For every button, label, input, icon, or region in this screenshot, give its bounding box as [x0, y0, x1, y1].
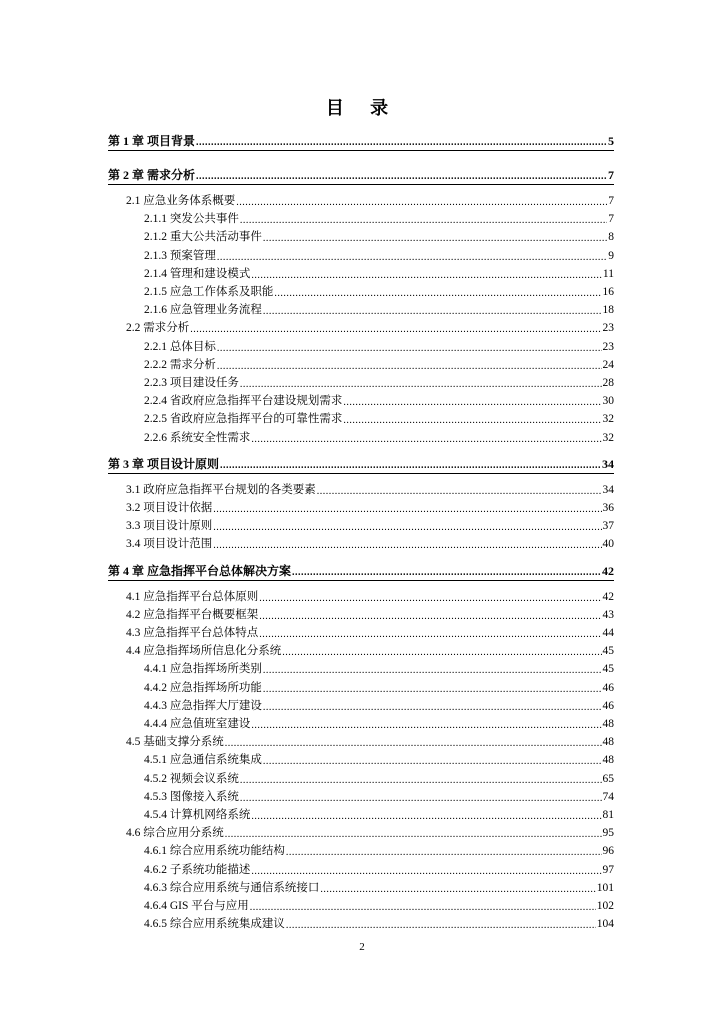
toc-subsection-entry[interactable]	[144, 898, 614, 914]
toc-subsection-entry[interactable]	[144, 771, 614, 787]
toc-subsection-entry[interactable]	[144, 430, 614, 446]
toc-entry-page: 24	[602, 358, 614, 371]
toc-entry-page: 42	[602, 563, 614, 578]
toc-section-entry[interactable]	[126, 643, 614, 659]
toc-leader-dots	[263, 752, 602, 768]
toc-entry-label: 3.2 项目设计依据	[126, 502, 213, 514]
toc-leader-dots	[286, 843, 602, 859]
toc-subsection-entry[interactable]	[144, 248, 614, 264]
toc-section-entry[interactable]	[126, 625, 614, 641]
toc-entry-label: 2.1.2 重大公共活动事件	[144, 231, 262, 244]
toc-entry-label: 第 1 章 项目背景	[108, 134, 196, 148]
toc-entry-page: 36	[602, 502, 614, 514]
toc-entry-label: 2.2.3 项目建设任务	[144, 377, 239, 389]
toc-leader-dots	[225, 734, 602, 750]
toc-section-entry[interactable]	[126, 500, 614, 516]
toc-entry-label: 2.2.2 需求分析	[144, 358, 216, 371]
toc-entry-label: 4.6.4 GIS 平台与应用	[144, 900, 249, 912]
chapter-divider	[108, 580, 614, 581]
toc-subsection-entry[interactable]	[144, 284, 614, 300]
toc-leader-dots	[217, 357, 602, 373]
toc-entry-page: 34	[602, 456, 614, 471]
toc-chapter-entry[interactable]	[108, 456, 614, 472]
chapter-divider	[108, 184, 614, 185]
toc-entry-label: 4.6.2 子系统功能描述	[144, 863, 251, 876]
toc-subsection-entry[interactable]	[144, 357, 614, 373]
toc-leader-dots	[196, 167, 607, 183]
toc-entry-page: 9	[608, 249, 614, 262]
chapter-divider	[108, 473, 614, 474]
toc-leader-dots	[259, 589, 601, 605]
toc-entry-page: 45	[602, 663, 614, 676]
toc-leader-dots	[251, 716, 601, 732]
toc-entry-label: 4.4 应急指挥场所信息化分系统	[126, 645, 282, 658]
toc-entry-page: 95	[602, 827, 614, 840]
toc-subsection-entry[interactable]	[144, 698, 614, 714]
toc-entry-label: 4.6 综合应用分系统	[126, 827, 224, 840]
toc-entry-page: 32	[602, 413, 614, 426]
toc-leader-dots	[217, 339, 602, 355]
toc-entry-label: 2.1.1 突发公共事件	[144, 213, 239, 226]
toc-entry-label: 2.2.4 省政府应急指挥平台建设规划需求	[144, 395, 343, 408]
toc-leader-dots	[263, 661, 602, 677]
toc-section-entry[interactable]	[126, 320, 614, 336]
toc-subsection-entry[interactable]	[144, 789, 614, 805]
toc-subsection-entry[interactable]	[144, 211, 614, 227]
toc-entry-page: 40	[602, 538, 614, 551]
toc-entry-page: 65	[602, 772, 614, 785]
toc-entry-page: 30	[602, 395, 614, 408]
toc-entry-page: 96	[602, 845, 614, 858]
toc-leader-dots	[259, 607, 601, 623]
toc-leader-dots	[263, 680, 602, 696]
toc-leader-dots	[317, 482, 602, 498]
toc-leader-dots	[213, 518, 601, 534]
toc-entry-page: 8	[608, 231, 614, 244]
toc-entry-page: 101	[596, 881, 614, 894]
toc-entry-label: 第 4 章 应急指挥平台总体解决方案	[108, 563, 292, 578]
toc-leader-dots	[240, 211, 607, 227]
toc-leader-dots	[196, 133, 607, 149]
toc-entry-label: 4.4.3 应急指挥大厅建设	[144, 699, 262, 712]
toc-entry-label: 4.1 应急指挥平台总体原则	[126, 590, 259, 603]
toc-entry-page: 48	[602, 736, 614, 749]
toc-subsection-entry[interactable]	[144, 229, 614, 245]
toc-subsection-entry[interactable]	[144, 862, 614, 878]
toc-subsection-entry[interactable]	[144, 680, 614, 696]
toc-entry-page: 74	[602, 790, 614, 803]
toc-leader-dots	[251, 862, 601, 878]
toc-leader-dots	[236, 193, 607, 209]
toc-entry-page: 18	[602, 304, 614, 317]
toc-entry-label: 4.5 基础支撑分系统	[126, 736, 224, 749]
toc-entry-label: 4.2 应急指挥平台概要框架	[126, 608, 259, 621]
toc-leader-dots	[250, 898, 596, 914]
toc-entry-label: 3.4 项目设计范围	[126, 538, 213, 551]
toc-leader-dots	[240, 375, 602, 391]
toc-entry-page: 5	[608, 134, 614, 148]
toc-entry-label: 4.6.1 综合应用系统功能结构	[144, 845, 285, 858]
toc-leader-dots	[220, 456, 601, 472]
toc-entry-label: 4.4.1 应急指挥场所类别	[144, 663, 262, 676]
toc-entry-page: 45	[602, 645, 614, 658]
toc-subsection-entry[interactable]	[144, 661, 614, 677]
toc-subsection-entry[interactable]	[144, 843, 614, 859]
toc-entry-label: 4.5.2 视频会议系统	[144, 772, 239, 785]
toc-entry-page: 23	[602, 340, 614, 353]
toc-leader-dots	[240, 771, 602, 787]
toc-entry-label: 4.4.2 应急指挥场所功能	[144, 681, 262, 694]
toc-entry-page: 81	[602, 809, 614, 821]
toc-entry-page: 16	[602, 286, 614, 298]
toc-entry-page: 97	[602, 863, 614, 876]
toc-chapter-entry[interactable]	[108, 167, 614, 183]
toc-entry-page: 48	[602, 754, 614, 767]
toc-leader-dots	[292, 563, 601, 579]
toc-entry-page: 43	[602, 608, 614, 621]
page-number: 2	[359, 941, 365, 953]
toc-entry-page: 46	[602, 681, 614, 694]
toc-entry-label: 4.5.4 计算机网络系统	[144, 809, 251, 821]
chapter-divider	[108, 150, 614, 151]
toc-section-entry[interactable]	[126, 589, 614, 605]
toc-subsection-entry[interactable]	[144, 411, 614, 427]
toc-entry-label: 3.3 项目设计原则	[126, 520, 213, 533]
toc-leader-dots	[286, 916, 596, 932]
toc-subsection-entry[interactable]	[144, 752, 614, 768]
toc-entry-label: 2.2 需求分析	[126, 322, 190, 335]
toc-leader-dots	[213, 536, 601, 552]
toc-entry-page: 7	[608, 213, 614, 226]
toc-subsection-entry[interactable]	[144, 302, 614, 318]
toc-entry-label: 2.1.5 应急工作体系及职能	[144, 286, 274, 298]
toc-entry-label: 4.6.3 综合应用系统与通信系统接口	[144, 881, 320, 894]
toc-entry-label: 4.3 应急指挥平台总体特点	[126, 627, 259, 639]
toc-leader-dots	[251, 430, 601, 446]
toc-section-entry[interactable]	[126, 536, 614, 552]
toc-subsection-entry[interactable]	[144, 807, 614, 823]
toc-leader-dots	[282, 643, 601, 659]
toc-leader-dots	[251, 266, 602, 282]
toc-leader-dots	[259, 625, 601, 641]
toc-leader-dots	[263, 302, 602, 318]
toc-entry-label: 4.4.4 应急值班室建设	[144, 718, 251, 730]
toc-section-entry[interactable]	[126, 518, 614, 534]
toc-entry-page: 7	[608, 168, 614, 182]
toc-section-entry[interactable]	[126, 825, 614, 841]
toc-entry-page: 42	[602, 590, 614, 603]
toc-entry-page: 34	[602, 483, 614, 496]
toc-entry-page: 23	[602, 322, 614, 335]
toc-subsection-entry[interactable]	[144, 393, 614, 409]
toc-leader-dots	[263, 698, 602, 714]
toc-entry-label: 4.5.3 图像接入系统	[144, 790, 239, 803]
toc-entry-page: 46	[602, 699, 614, 712]
toc-subsection-entry[interactable]	[144, 916, 614, 932]
toc-entry-label: 2.2.6 系统安全性需求	[144, 431, 251, 444]
toc-leader-dots	[263, 229, 607, 245]
toc-leader-dots	[190, 320, 601, 336]
toc-entry-label: 4.5.1 应急通信系统集成	[144, 754, 262, 767]
toc-subsection-entry[interactable]	[144, 339, 614, 355]
toc-entry-label: 2.1.3 预案管理	[144, 249, 216, 262]
toc-section-entry[interactable]	[126, 193, 614, 209]
toc-entry-label: 2.1.6 应急管理业务流程	[144, 304, 262, 317]
toc-leader-dots	[343, 411, 601, 427]
toc-leader-dots	[225, 825, 602, 841]
toc-entry-label: 2.1.4 管理和建设模式	[144, 267, 251, 280]
toc-section-entry[interactable]	[126, 482, 614, 498]
toc-entry-label: 4.6.5 综合应用系统集成建议	[144, 918, 285, 931]
toc-entry-page: 44	[602, 627, 614, 639]
toc-entry-label: 2.2.5 省政府应急指挥平台的可靠性需求	[144, 413, 343, 426]
toc-entry-page: 7	[608, 195, 614, 207]
toc-subsection-entry[interactable]	[144, 716, 614, 732]
toc-chapter-entry[interactable]	[108, 133, 614, 149]
toc-entry-page: 102	[596, 900, 614, 912]
toc-subsection-entry[interactable]	[144, 375, 614, 391]
toc-leader-dots	[213, 500, 601, 516]
toc-entry-page: 28	[602, 377, 614, 389]
toc-leader-dots	[320, 880, 595, 896]
toc-entry-label: 2.2.1 总体目标	[144, 340, 216, 353]
toc-entry-label: 第 2 章 需求分析	[108, 168, 196, 182]
toc-entry-page: 104	[596, 918, 614, 931]
toc-subsection-entry[interactable]	[144, 266, 614, 282]
toc-leader-dots	[251, 807, 601, 823]
toc-entry-page: 37	[602, 520, 614, 533]
toc-leader-dots	[217, 248, 607, 264]
toc-entry-page: 11	[602, 267, 614, 280]
toc-leader-dots	[343, 393, 601, 409]
toc-entry-label: 3.1 政府应急指挥平台规划的各类要素	[126, 483, 316, 496]
toc-section-entry[interactable]	[126, 607, 614, 623]
toc-leader-dots	[274, 284, 601, 300]
toc-entry-page: 48	[602, 718, 614, 730]
toc-entry-label: 2.1 应急业务体系概要	[126, 195, 236, 207]
toc-subsection-entry[interactable]	[144, 880, 614, 896]
page-title: 目 录	[325, 98, 399, 119]
toc-entry-page: 32	[602, 431, 614, 444]
toc-leader-dots	[240, 789, 602, 805]
toc-entry-label: 第 3 章 项目设计原则	[108, 456, 220, 471]
toc-section-entry[interactable]	[126, 734, 614, 750]
toc-chapter-entry[interactable]	[108, 563, 614, 579]
